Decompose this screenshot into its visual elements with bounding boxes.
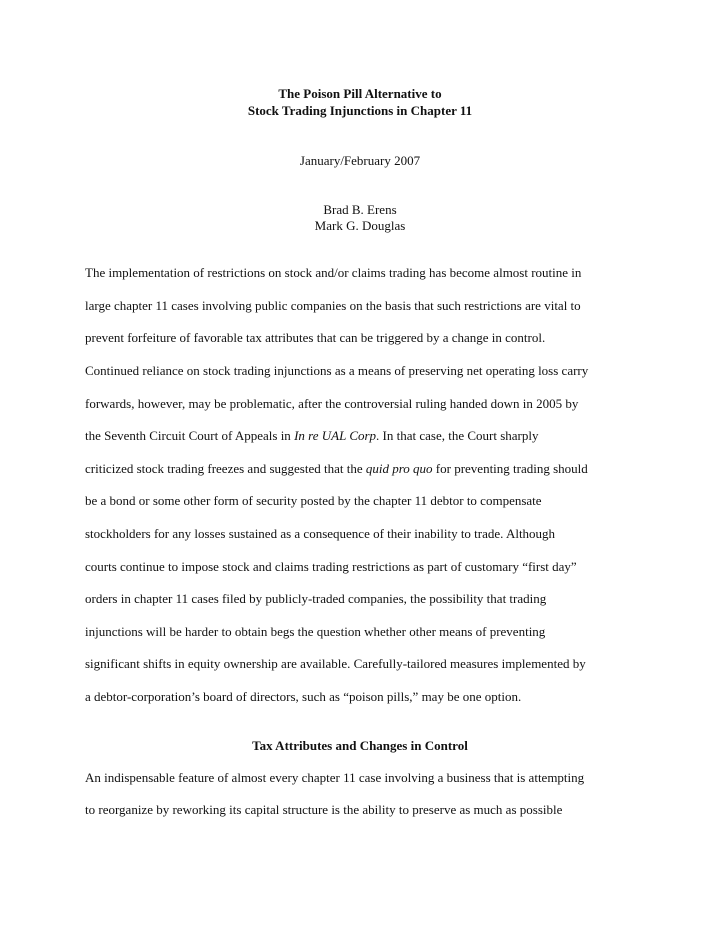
author-1: Brad B. Erens	[323, 202, 397, 217]
title-line-2: Stock Trading Injunctions in Chapter 11	[247, 103, 473, 118]
text-run: for preventing trading should	[432, 461, 588, 476]
text-run: the Seventh Circuit Court of Appeals in	[85, 428, 295, 443]
text-run: criticized stock trading freezes and suggested that the	[85, 461, 366, 476]
paragraph-line: be a bond or some other form of security posted by the chapter 11 debtor to compensate	[85, 493, 542, 508]
section-heading: Tax Attributes and Changes in Control	[252, 738, 468, 753]
paragraph-line: The implementation of restrictions on stock and/or claims trading has become almost routine in	[85, 265, 582, 280]
paragraph-line: to reorganize by reworking its capital structure is the ability to preserve as much as possible	[85, 802, 563, 817]
author-2: Mark G. Douglas	[314, 218, 406, 233]
paragraph-line: orders in chapter 11 cases filed by publicly-traded companies, the possibility that trading	[85, 591, 547, 606]
paragraph-line: forwards, however, may be problematic, after the controversial ruling handed down in 2005 by	[85, 396, 579, 411]
paragraph-line: An indispensable feature of almost every chapter 11 case involving a business that is attempting	[85, 770, 585, 785]
paragraph-line	[85, 460, 588, 477]
paragraph-line: prevent forfeiture of favorable tax attributes that can be triggered by a change in control.	[85, 330, 546, 345]
title-line-1: The Poison Pill Alternative to	[278, 86, 442, 101]
paragraph-line	[85, 427, 539, 444]
paragraph-line: stockholders for any losses sustained as a consequence of their inability to trade. Although	[85, 526, 556, 541]
latin-phrase: quid pro quo	[365, 461, 433, 476]
paragraph-line: large chapter 11 cases involving public companies on the basis that such restrictions are vital to	[85, 298, 581, 313]
paragraph-line: significant shifts in equity ownership are available. Carefully-tailored measures implemented by	[85, 656, 586, 671]
paragraph-line: courts continue to impose stock and claims trading restrictions as part of customary “first day”	[85, 559, 577, 574]
text-run: . In that case, the Court sharply	[376, 428, 539, 443]
case-citation: In re UAL Corp	[294, 428, 377, 443]
paragraph-line: Continued reliance on stock trading injunctions as a means of preserving net operating loss carry	[85, 363, 589, 378]
paragraph-line: a debtor-corporation’s board of directors, such as “poison pills,” may be one option.	[85, 689, 522, 704]
paragraph-line: injunctions will be harder to obtain begs the question whether other means of preventing	[85, 624, 546, 639]
publication-date: January/February 2007	[299, 153, 421, 168]
